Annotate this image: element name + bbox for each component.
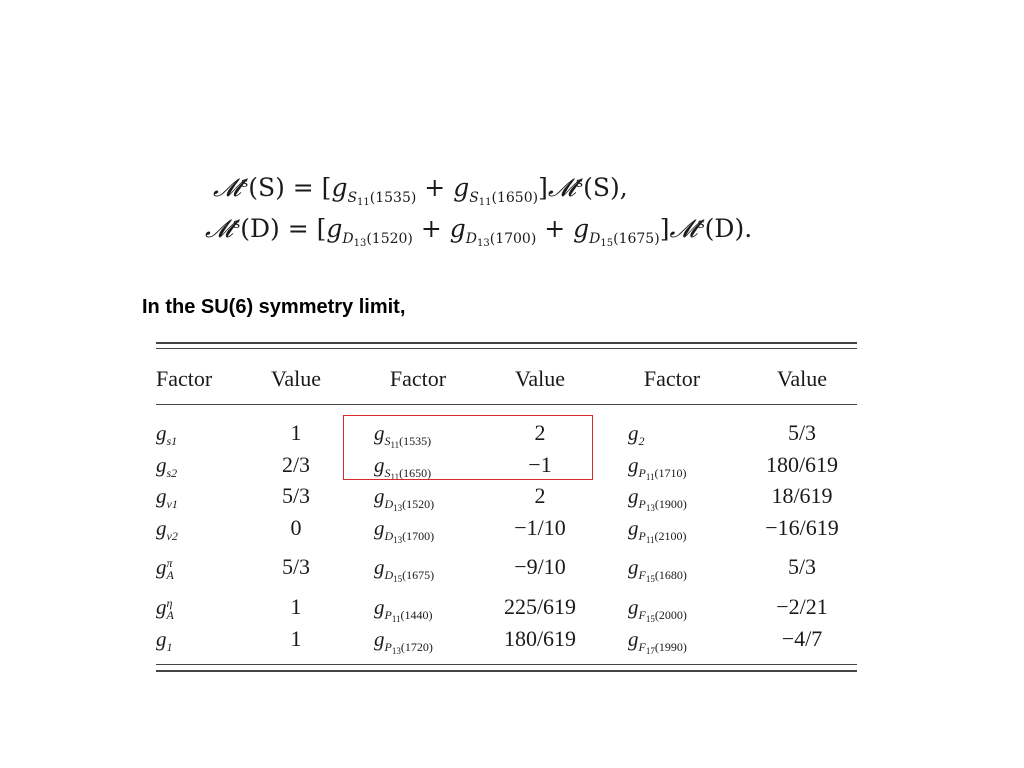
value-cell: −4/7 xyxy=(781,626,823,651)
intro-text: In the SU(6) symmetry limit, xyxy=(142,296,406,318)
value-cell: 1 xyxy=(290,594,302,619)
table-top-rule xyxy=(156,342,857,344)
value-cell: 2/3 xyxy=(281,452,311,477)
value-cell: 0 xyxy=(290,515,302,540)
factor-cell: $g_{F_{17}(1990)}$ xyxy=(628,627,687,656)
header-factor-2: Factor xyxy=(389,366,447,391)
table-bottom-rule-2 xyxy=(156,670,857,672)
value-cell: 18/619 xyxy=(771,483,833,508)
value-cell: 2 xyxy=(534,483,546,508)
factor-cell: $g_{S_{11}(1650)}$ xyxy=(374,453,432,482)
value-cell: 180/619 xyxy=(765,452,839,477)
factor-cell: $g_{P_{13}(1900)}$ xyxy=(628,484,687,513)
value-cell: 5/3 xyxy=(281,483,311,508)
factor-cell: $g_{v1}$ xyxy=(156,484,178,511)
factor-cell: $g_{s2}$ xyxy=(156,453,178,480)
value-cell: −16/619 xyxy=(765,515,839,540)
value-cell: 5/3 xyxy=(281,554,311,579)
equation-d-wave: 𝓜$^s$(D) = [$g_{D_{13}(1520)} + g_{D_{13}(1700)}$ + $g_{D_{15}(1675)}]𝓜^s(D)$. xyxy=(205,214,753,249)
value-cell: −1 xyxy=(528,452,552,477)
value-cell: 5/3 xyxy=(787,420,817,445)
factor-cell: $g_1$ xyxy=(156,627,173,654)
value-cell: 1 xyxy=(290,420,302,445)
header-factor-3: Factor xyxy=(643,366,701,391)
factor-cell: $g_{P_{11}(1710)}$ xyxy=(628,453,687,482)
table-top-rule-2 xyxy=(156,348,857,349)
equation-s-wave: 𝓜$^s$(S) = [$g_{S_{11}(1535)}$ + $g_{S_{11}(1650)}]𝓜^s(S)$, xyxy=(213,173,628,208)
factor-cell: $g_2$ xyxy=(628,421,645,448)
highlight-box xyxy=(343,415,593,480)
factor-cell: $g_{s1}$ xyxy=(156,421,178,448)
factor-cell: $g_{D_{13}(1520)}$ xyxy=(374,484,435,513)
value-cell: −2/21 xyxy=(776,594,828,619)
factor-cell: $g_{F_{15}(2000)}$ xyxy=(628,595,687,624)
factor-cell: $g_{S_{11}(1535)}$ xyxy=(374,421,432,450)
value-cell: 225/619 xyxy=(503,594,577,619)
amplitude-symbol: 𝓜 xyxy=(205,214,234,243)
value-cell: −9/10 xyxy=(514,554,566,579)
value-cell: 1 xyxy=(290,626,302,651)
header-value-3: Value xyxy=(776,366,828,391)
factor-cell: $g_{D_{15}(1675)}$ xyxy=(374,555,435,584)
factor-cell: $g_{P_{13}(1720)}$ xyxy=(374,627,433,656)
amplitude-symbol: 𝓜 xyxy=(213,173,242,202)
factor-cell: $g_{v2}$ xyxy=(156,516,178,543)
table-bottom-rule xyxy=(156,664,857,665)
value-cell: 5/3 xyxy=(787,554,817,579)
factor-cell: $g_{D_{13}(1700)}$ xyxy=(374,516,435,545)
factor-cell: $g_{P_{11}(1440)}$ xyxy=(374,595,433,624)
factor-cell: $g_{P_{11}(2100)}$ xyxy=(628,516,687,545)
value-cell: 2 xyxy=(534,420,546,445)
header-factor-1: Factor xyxy=(156,366,213,391)
factor-cell: $g_{F_{15}(1680)}$ xyxy=(628,555,687,584)
header-value-2: Value xyxy=(514,366,566,391)
table-header-rule xyxy=(156,404,857,405)
value-cell: 180/619 xyxy=(503,626,577,651)
factor-cell: g η A xyxy=(156,595,174,623)
header-value-1: Value xyxy=(270,366,322,391)
factor-cell: g π A xyxy=(156,555,174,583)
value-cell: −1/10 xyxy=(514,515,566,540)
